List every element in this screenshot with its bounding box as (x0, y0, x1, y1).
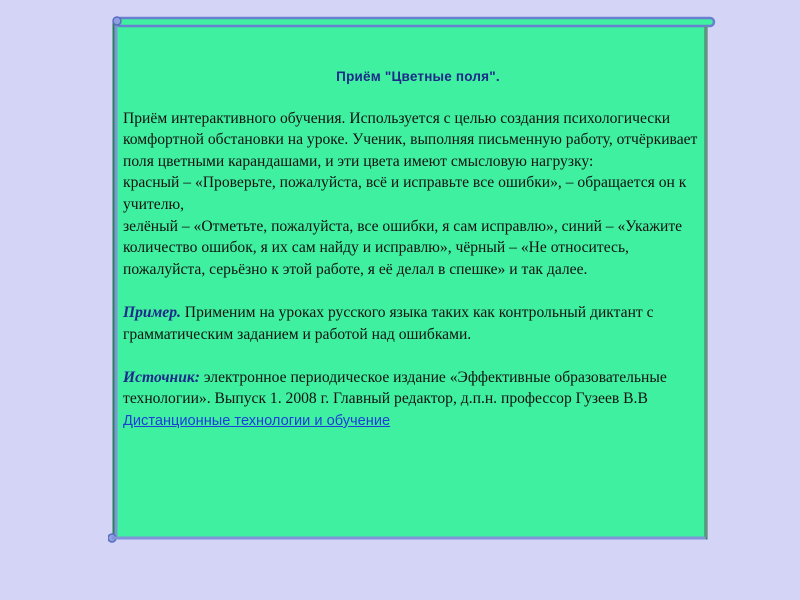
example-label: Пример. (123, 303, 181, 321)
source-link[interactable]: Дистанционные технологии и обучение (123, 412, 391, 429)
source-text: электронное периодическое издание «Эффективные образовательные технологии». Выпуск 1. 2008 г. Главный редактор, д.п.н. профессор Гузеев В.В (123, 368, 667, 408)
other-colors-paragraph: зелёный – «Отметьте, пожалуйста, все ошибки, я сам исправлю», синий – «Укажите количество ошибок, я их сам найду и исправлю», чёрный – «Не относитесь, пожалуйста, серьёзно к этой работе, я её делал в спешке» и так далее. (123, 217, 683, 278)
spacer (123, 345, 703, 367)
text-content (123, 66, 703, 433)
intro-paragraph: Приём интерактивного обучения. Используется с целью создания психологически комфортной обстановки на уроке. Ученик, выполняя письменную работу, отчёркивает поля цветными карандашами, и эти цвета имеют смысловую нагрузку: (123, 109, 698, 170)
spacer (123, 280, 703, 302)
page-title: Приём "Цветные поля". (336, 69, 500, 84)
red-color-paragraph: красный – «Проверьте, пожалуйста, всё и исправьте все ошибки», – обращается он к учителю, (123, 174, 687, 213)
example-text: Применим на уроках русского языка таких как контрольный диктант с грамматическим заданием и работой над ошибками. (123, 303, 654, 343)
source-label: Источник: (123, 368, 200, 386)
example-paragraph (123, 302, 703, 345)
source-paragraph (123, 367, 703, 433)
